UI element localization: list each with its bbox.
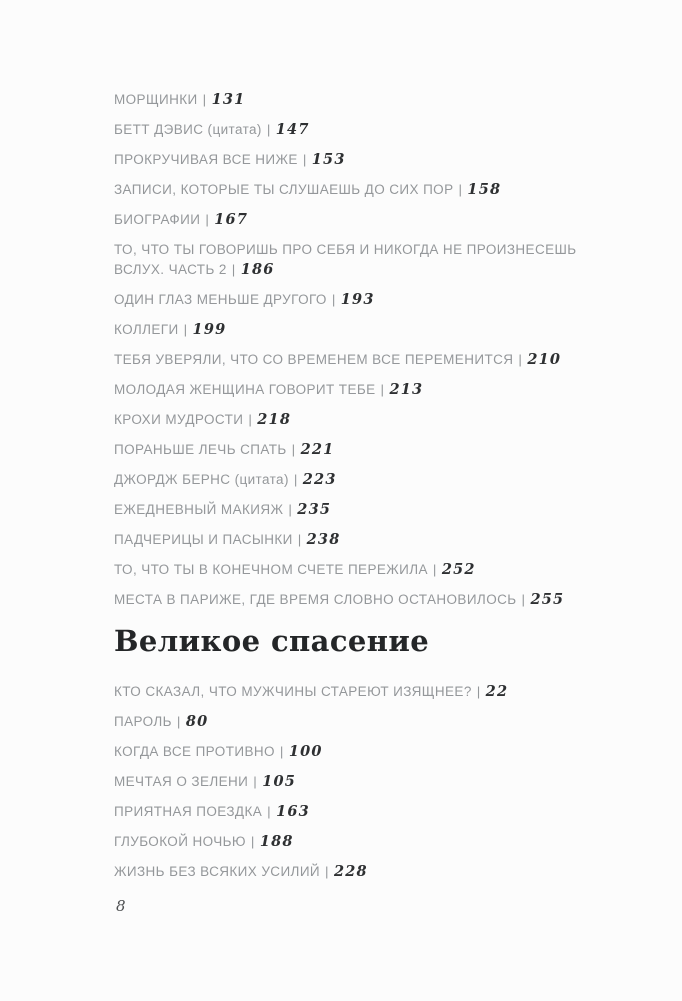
toc-entry-page: 255 — [530, 591, 565, 608]
toc-entry — [114, 500, 594, 520]
toc-entry-title: МОЛОДАЯ ЖЕНЩИНА ГОВОРИТ ТЕБЕ — [114, 382, 376, 397]
table-of-contents — [114, 90, 594, 892]
toc-entry-title: ПРОКРУЧИВАЯ ВСЕ НИЖЕ — [114, 152, 298, 167]
toc-separator: | — [205, 212, 210, 227]
page-number: 8 — [116, 897, 126, 915]
toc-entry — [114, 440, 594, 460]
toc-entry-title: ЖИЗНЬ БЕЗ ВСЯКИХ УСИЛИЙ — [114, 864, 321, 879]
toc-separator: | — [325, 864, 329, 879]
toc-entry — [114, 410, 594, 430]
toc-entry-page: 80 — [185, 713, 209, 730]
toc-entry — [114, 350, 594, 370]
toc-entry-page: 22 — [485, 683, 509, 700]
toc-entry-page: 221 — [300, 441, 335, 458]
toc-entry-page: 235 — [297, 501, 332, 518]
toc-separator: | — [279, 744, 284, 759]
toc-entry-page: 218 — [257, 411, 292, 428]
toc-entry-title: КРОХИ МУДРОСТИ — [114, 412, 244, 427]
toc-entry — [114, 712, 594, 732]
toc-entry-title: ЕЖЕДНЕВНЫЙ МАКИЯЖ — [114, 502, 284, 517]
toc-entry-page: 163 — [276, 803, 310, 820]
toc-entry-page: 188 — [259, 833, 294, 850]
toc-entry-page: 213 — [389, 381, 424, 398]
toc-entry-page: 238 — [306, 531, 341, 548]
toc-entry — [114, 210, 594, 230]
toc-separator: | — [380, 382, 385, 397]
toc-entry-title: МОРЩИНКИ — [114, 92, 198, 107]
toc-entry — [114, 832, 594, 852]
toc-entry-title: ТЕБЯ УВЕРЯЛИ, ЧТО СО ВРЕМЕНЕМ ВСЕ ПЕРЕМЕНИТСЯ — [114, 352, 514, 367]
toc-entry-title: ПАРОЛЬ — [114, 714, 172, 729]
toc-entry-title: ПАДЧЕРИЦЫ И ПАСЫНКИ — [114, 532, 293, 547]
toc-separator: | — [288, 502, 293, 517]
toc-entry — [114, 802, 594, 822]
toc-separator: | — [458, 182, 463, 197]
toc-entry-title: ДЖОРДЖ БЕРНС (цитата) — [114, 472, 289, 487]
toc-entry-page: 153 — [311, 151, 346, 168]
toc-entry — [114, 560, 594, 580]
toc-separator: | — [331, 292, 336, 307]
toc-entry-page: 210 — [527, 351, 562, 368]
toc-entry-page: 100 — [288, 743, 323, 760]
toc-entry-page: 252 — [441, 561, 476, 578]
toc-entry — [114, 290, 594, 310]
toc-entry — [114, 590, 594, 610]
toc-entry — [114, 742, 594, 762]
toc-separator: | — [202, 92, 207, 107]
toc-entry-page: 158 — [467, 181, 502, 198]
toc-entry-page: 147 — [275, 121, 310, 138]
toc-entry-page: 199 — [192, 321, 227, 338]
toc-separator: | — [297, 532, 302, 547]
toc-entry-page: 223 — [302, 471, 337, 488]
toc-entry-title: ТО, ЧТО ТЫ ГОВОРИШЬ ПРО СЕБЯ И НИКОГДА НЕ ПРОИЗНЕСЕШЬ ВСЛУХ. ЧАСТЬ 2 — [114, 242, 577, 277]
toc-separator: | — [518, 352, 523, 367]
toc-entry-title: МЕСТА В ПАРИЖЕ, ГДЕ ВРЕМЯ СЛОВНО ОСТАНОВИЛОСЬ — [114, 592, 517, 607]
toc-entry-title: ЗАПИСИ, КОТОРЫЕ ТЫ СЛУШАЕШЬ ДО СИХ ПОР — [114, 182, 454, 197]
toc-separator: | — [248, 412, 253, 427]
toc-entry-page: 167 — [214, 211, 249, 228]
toc-separator: | — [183, 322, 188, 337]
toc-separator: | — [253, 774, 258, 789]
toc-separator: | — [291, 442, 296, 457]
toc-entry-title: КТО СКАЗАЛ, ЧТО МУЖЧИНЫ СТАРЕЮТ ИЗЯЩНЕЕ? — [114, 684, 472, 699]
toc-entry — [114, 862, 594, 882]
toc-entry — [114, 180, 594, 200]
toc-entry-title: КОГДА ВСЕ ПРОТИВНО — [114, 744, 275, 759]
toc-entry-title: КОЛЛЕГИ — [114, 322, 179, 337]
toc-separator: | — [432, 562, 437, 577]
toc-separator: | — [267, 804, 272, 819]
toc-entry-title: ПРИЯТНАЯ ПОЕЗДКА — [114, 804, 263, 819]
toc-entry-title: ГЛУБОКОЙ НОЧЬЮ — [114, 834, 246, 849]
toc-entry-page: 193 — [340, 291, 375, 308]
toc-entry — [114, 90, 594, 110]
toc-section — [114, 624, 594, 882]
toc-entry — [114, 120, 594, 140]
toc-entry-title: ПОРАНЬШЕ ЛЕЧЬ СПАТЬ — [114, 442, 287, 457]
toc-list — [114, 682, 594, 882]
toc-separator: | — [231, 262, 236, 277]
toc-entry-title: БИОГРАФИИ — [114, 212, 201, 227]
toc-entry-title: ТО, ЧТО ТЫ В КОНЕЧНОМ СЧЕТЕ ПЕРЕЖИЛА — [114, 562, 428, 577]
toc-entry — [114, 530, 594, 550]
toc-section — [114, 90, 594, 610]
toc-separator: | — [476, 684, 481, 699]
toc-entry-page: 105 — [262, 773, 297, 790]
toc-entry-page: 228 — [333, 863, 368, 880]
toc-separator: | — [302, 152, 307, 167]
toc-entry — [114, 772, 594, 792]
toc-entry — [114, 150, 594, 170]
toc-entry — [114, 470, 594, 490]
toc-entry — [114, 240, 594, 280]
toc-separator: | — [521, 592, 526, 607]
toc-separator: | — [250, 834, 255, 849]
toc-separator: | — [293, 472, 298, 487]
toc-entry-page: 186 — [240, 261, 275, 278]
toc-list — [114, 90, 594, 610]
toc-entry-title: БЕТТ ДЭВИС (цитата) — [114, 122, 262, 137]
toc-separator: | — [176, 714, 181, 729]
toc-entry-title: ОДИН ГЛАЗ МЕНЬШЕ ДРУГОГО — [114, 292, 327, 307]
toc-entry-title: МЕЧТАЯ О ЗЕЛЕНИ — [114, 774, 249, 789]
toc-entry — [114, 320, 594, 340]
toc-separator: | — [266, 122, 271, 137]
section-heading: Великое спасение — [114, 624, 430, 658]
toc-entry — [114, 380, 594, 400]
toc-entry-page: 131 — [211, 91, 246, 108]
toc-entry — [114, 682, 594, 702]
